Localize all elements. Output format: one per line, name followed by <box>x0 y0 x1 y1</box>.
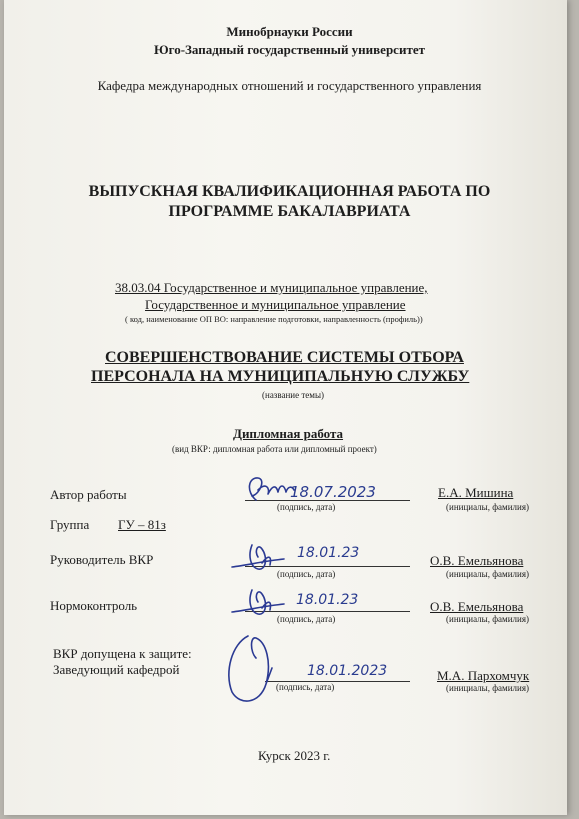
ministry-title: Минобрнауки России <box>226 24 353 39</box>
program-caption: ( код, наименование ОП ВО: направление подготовки, направленность (профиль)) <box>125 314 423 324</box>
normcontrol-sign-caption: (подпись, дата) <box>277 614 336 624</box>
normcontrol-date: 18.01.23 <box>296 592 359 608</box>
head-of-department-label: Заведующий кафедрой <box>53 662 180 677</box>
supervisor-name-caption: (инициалы, фамилия) <box>446 569 529 579</box>
supervisor-name: О.В. Емельянова <box>430 553 524 568</box>
author-label: Автор работы <box>50 487 127 502</box>
admission-signature <box>222 632 292 707</box>
author-name-caption: (инициалы, фамилия) <box>446 502 529 512</box>
department-title: Кафедра международных отношений и государственного управления <box>97 78 482 93</box>
vkr-kind: Дипломная работа <box>233 426 344 441</box>
supervisor-sign-caption: (подпись, дата) <box>277 569 336 579</box>
normcontrol-label: Нормоконтроль <box>50 598 138 613</box>
topic-line2: ПЕРСОНАЛА НА МУНИЦИПАЛЬНУЮ СЛУЖБУ <box>91 368 470 385</box>
author-date: 18.07.2023 <box>290 483 376 501</box>
admission-date: 18.01.2023 <box>307 663 388 679</box>
admission-name-caption: (инициалы, фамилия) <box>446 683 529 693</box>
group-label: Группа <box>50 517 90 532</box>
admission-name: М.А. Пархомчук <box>437 668 530 683</box>
vkr-kind-caption: (вид ВКР: дипломная работа или дипломный проект) <box>172 444 377 454</box>
admission-sign-caption: (подпись, дата) <box>276 682 335 692</box>
program-line2: Государственное и муниципальное управление <box>145 297 406 312</box>
city-year: Курск 2023 г. <box>258 748 331 763</box>
normcontrol-name-caption: (инициалы, фамилия) <box>446 614 529 624</box>
normcontrol-name: О.В. Емельянова <box>430 599 524 614</box>
topic-line1: СОВЕРШЕНСТВОВАНИЕ СИСТЕМЫ ОТБОРА <box>105 349 464 366</box>
topic-caption: (название темы) <box>262 390 325 400</box>
supervisor-label: Руководитель ВКР <box>50 552 154 567</box>
group-value: ГУ – 81з <box>118 517 166 532</box>
supervisor-date: 18.01.23 <box>297 545 360 561</box>
work-type-line2: ПРОГРАММЕ БАКАЛАВРИАТА <box>168 203 411 220</box>
program-line1: 38.03.04 Государственное и муниципальное управление, <box>115 280 428 295</box>
admission-label: ВКР допущена к защите: <box>53 646 192 661</box>
university-title: Юго-Западный государственный университет <box>154 42 425 57</box>
author-name: Е.А. Мишина <box>438 485 514 500</box>
work-type-line1: ВЫПУСКНАЯ КВАЛИФИКАЦИОННАЯ РАБОТА ПО <box>88 183 491 200</box>
author-sign-caption: (подпись, дата) <box>277 502 336 512</box>
